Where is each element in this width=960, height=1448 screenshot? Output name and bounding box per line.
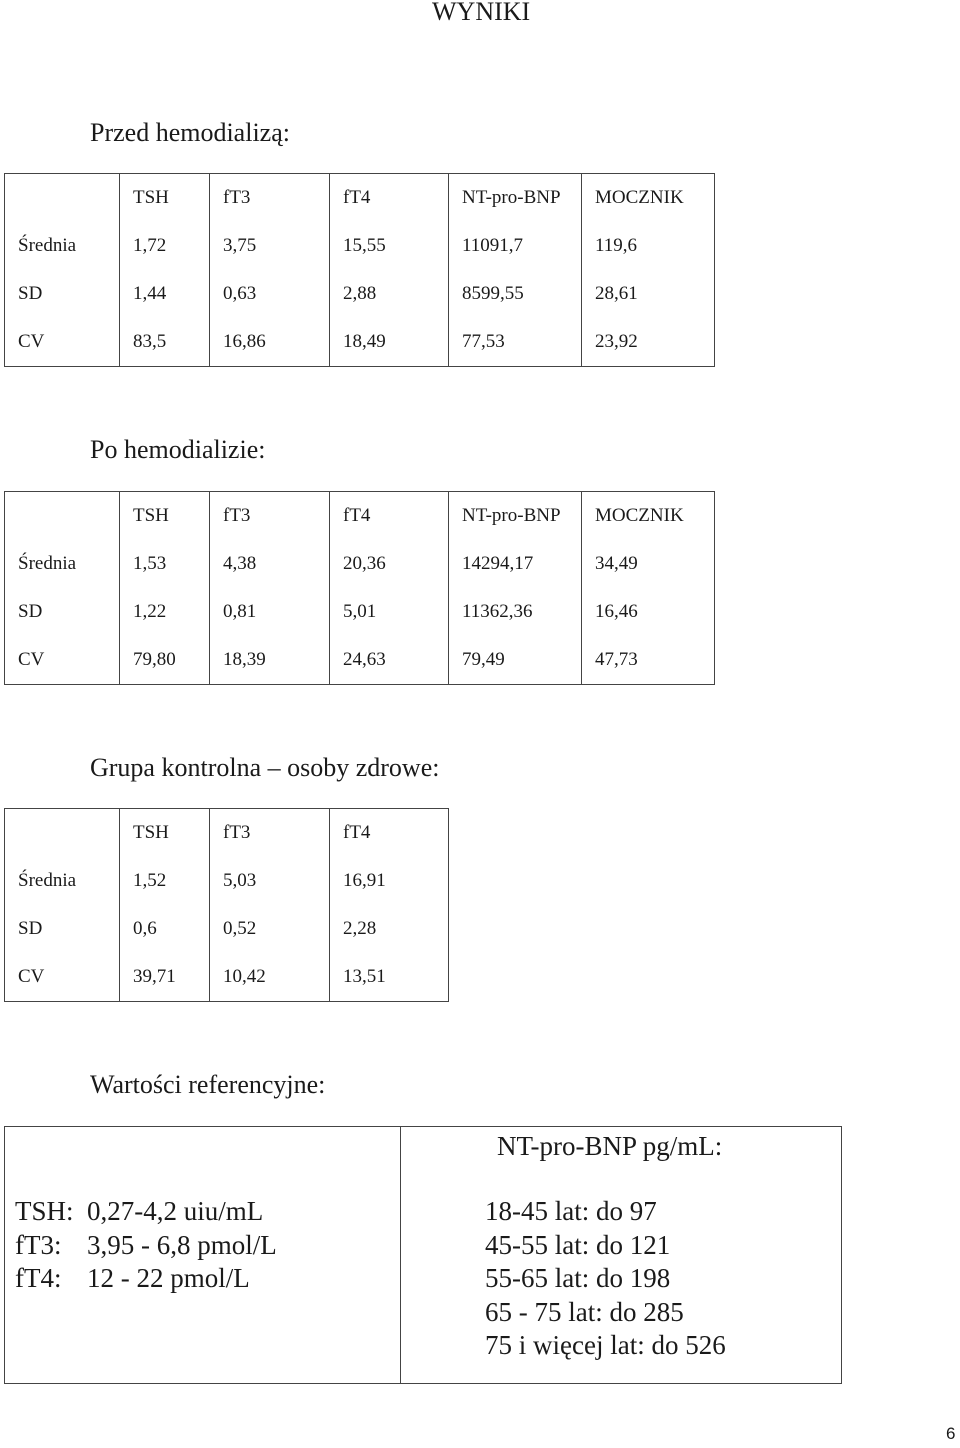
table-header-cell: fT4 — [330, 174, 449, 223]
table-cell: 77,53 — [449, 318, 582, 367]
table-cell: 16,46 — [582, 588, 715, 636]
section-title-control-group: Grupa kontrolna – osoby zdrowe: — [90, 753, 440, 782]
reference-line-ft3: fT3: 3,95 - 6,8 pmol/L — [15, 1229, 277, 1260]
table-cell: Średnia — [5, 222, 120, 270]
table-header-cell: NT-pro-BNP — [449, 174, 582, 223]
table-cell: 23,92 — [582, 318, 715, 367]
table-cell: 0,52 — [210, 905, 330, 953]
reference-line-ft4: fT4: 12 - 22 pmol/L — [15, 1263, 250, 1293]
table-row — [5, 222, 715, 270]
table-header-cell — [5, 809, 120, 858]
table-row — [5, 588, 715, 636]
table-control-group — [4, 808, 449, 1002]
table-before-dialysis — [4, 173, 715, 367]
table-cell: 39,71 — [120, 953, 210, 1002]
table-cell: 11091,7 — [449, 222, 582, 270]
table-header-cell: MOCZNIK — [582, 174, 715, 223]
table-header-cell: fT4 — [330, 809, 449, 858]
table-cell: 10,42 — [210, 953, 330, 1002]
reference-bnp-line: 75 i więcej lat: do 526 — [485, 1330, 726, 1360]
table-header-cell: MOCZNIK — [582, 492, 715, 541]
table-cell: 79,80 — [120, 636, 210, 685]
page-number: 6 — [946, 1424, 956, 1443]
table-cell: 15,55 — [330, 222, 449, 270]
table-header-cell: TSH — [120, 809, 210, 858]
page-title: WYNIKI — [432, 0, 531, 26]
table-cell: 1,22 — [120, 588, 210, 636]
table-cell: 8599,55 — [449, 270, 582, 318]
table-cell: 119,6 — [582, 222, 715, 270]
table-cell: 1,52 — [120, 857, 210, 905]
table-cell: Średnia — [5, 857, 120, 905]
table-header-cell — [5, 174, 120, 223]
table-cell: CV — [5, 953, 120, 1002]
table-cell: 13,51 — [330, 953, 449, 1002]
reference-bnp-line: 65 - 75 lat: do 285 — [485, 1296, 684, 1327]
reference-bnp-line: 45-55 lat: do 121 — [485, 1229, 671, 1260]
section-title-reference: Wartości referencyjne: — [90, 1070, 326, 1099]
table-header-cell: NT-pro-BNP — [449, 492, 582, 541]
table-header-row — [5, 174, 715, 223]
reference-line-tsh: TSH: 0,27-4,2 uiu/mL — [15, 1196, 264, 1226]
reference-bnp-header: NT-pro-BNP pg/mL: — [497, 1131, 723, 1161]
table-cell: 1,53 — [120, 540, 210, 588]
table-cell: 5,01 — [330, 588, 449, 636]
table-cell: 18,39 — [210, 636, 330, 685]
table-cell: 1,44 — [120, 270, 210, 318]
reference-bnp-cell — [401, 1127, 842, 1384]
table-cell: 1,72 — [120, 222, 210, 270]
table-cell: 28,61 — [582, 270, 715, 318]
table-cell: SD — [5, 270, 120, 318]
table-header-cell: TSH — [120, 492, 210, 541]
table-header-cell: fT4 — [330, 492, 449, 541]
table-cell: 83,5 — [120, 318, 210, 367]
table-row — [5, 318, 715, 367]
table-reference-values — [4, 1126, 842, 1384]
table-cell: CV — [5, 636, 120, 685]
table-cell: 0,81 — [210, 588, 330, 636]
table-row — [5, 540, 715, 588]
table-cell: 11362,36 — [449, 588, 582, 636]
table-cell: 18,49 — [330, 318, 449, 367]
table-header-cell: fT3 — [210, 492, 330, 541]
table-cell: 2,28 — [330, 905, 449, 953]
table-cell: 3,75 — [210, 222, 330, 270]
table-cell: 24,63 — [330, 636, 449, 685]
table-cell: 5,03 — [210, 857, 330, 905]
table-cell: Średnia — [5, 540, 120, 588]
table-cell: 16,91 — [330, 857, 449, 905]
table-cell: 4,38 — [210, 540, 330, 588]
table-header-row — [5, 809, 449, 858]
table-header-cell — [5, 492, 120, 541]
reference-bnp-line: 18-45 lat: do 97 — [485, 1196, 657, 1226]
table-cell: CV — [5, 318, 120, 367]
section-title-after-dialysis: Po hemodializie: — [90, 435, 266, 464]
table-row — [5, 270, 715, 318]
table-cell: 0,6 — [120, 905, 210, 953]
reference-thyroid-cell — [5, 1127, 401, 1384]
section-title-before-dialysis: Przed hemodializą: — [90, 118, 290, 147]
table-cell: 20,36 — [330, 540, 449, 588]
table-cell: 2,88 — [330, 270, 449, 318]
table-cell: 14294,17 — [449, 540, 582, 588]
table-row — [5, 905, 449, 953]
table-header-cell: fT3 — [210, 174, 330, 223]
table-cell: 79,49 — [449, 636, 582, 685]
table-cell: 0,63 — [210, 270, 330, 318]
table-row — [5, 953, 449, 1002]
table-row — [5, 857, 449, 905]
table-cell: 34,49 — [582, 540, 715, 588]
table-header-row — [5, 492, 715, 541]
table-row — [5, 636, 715, 685]
table-header-cell: TSH — [120, 174, 210, 223]
table-cell: SD — [5, 905, 120, 953]
table-cell: 47,73 — [582, 636, 715, 685]
table-cell: SD — [5, 588, 120, 636]
table-header-cell: fT3 — [210, 809, 330, 858]
reference-bnp-line: 55-65 lat: do 198 — [485, 1263, 671, 1293]
table-after-dialysis — [4, 491, 715, 685]
table-cell: 16,86 — [210, 318, 330, 367]
